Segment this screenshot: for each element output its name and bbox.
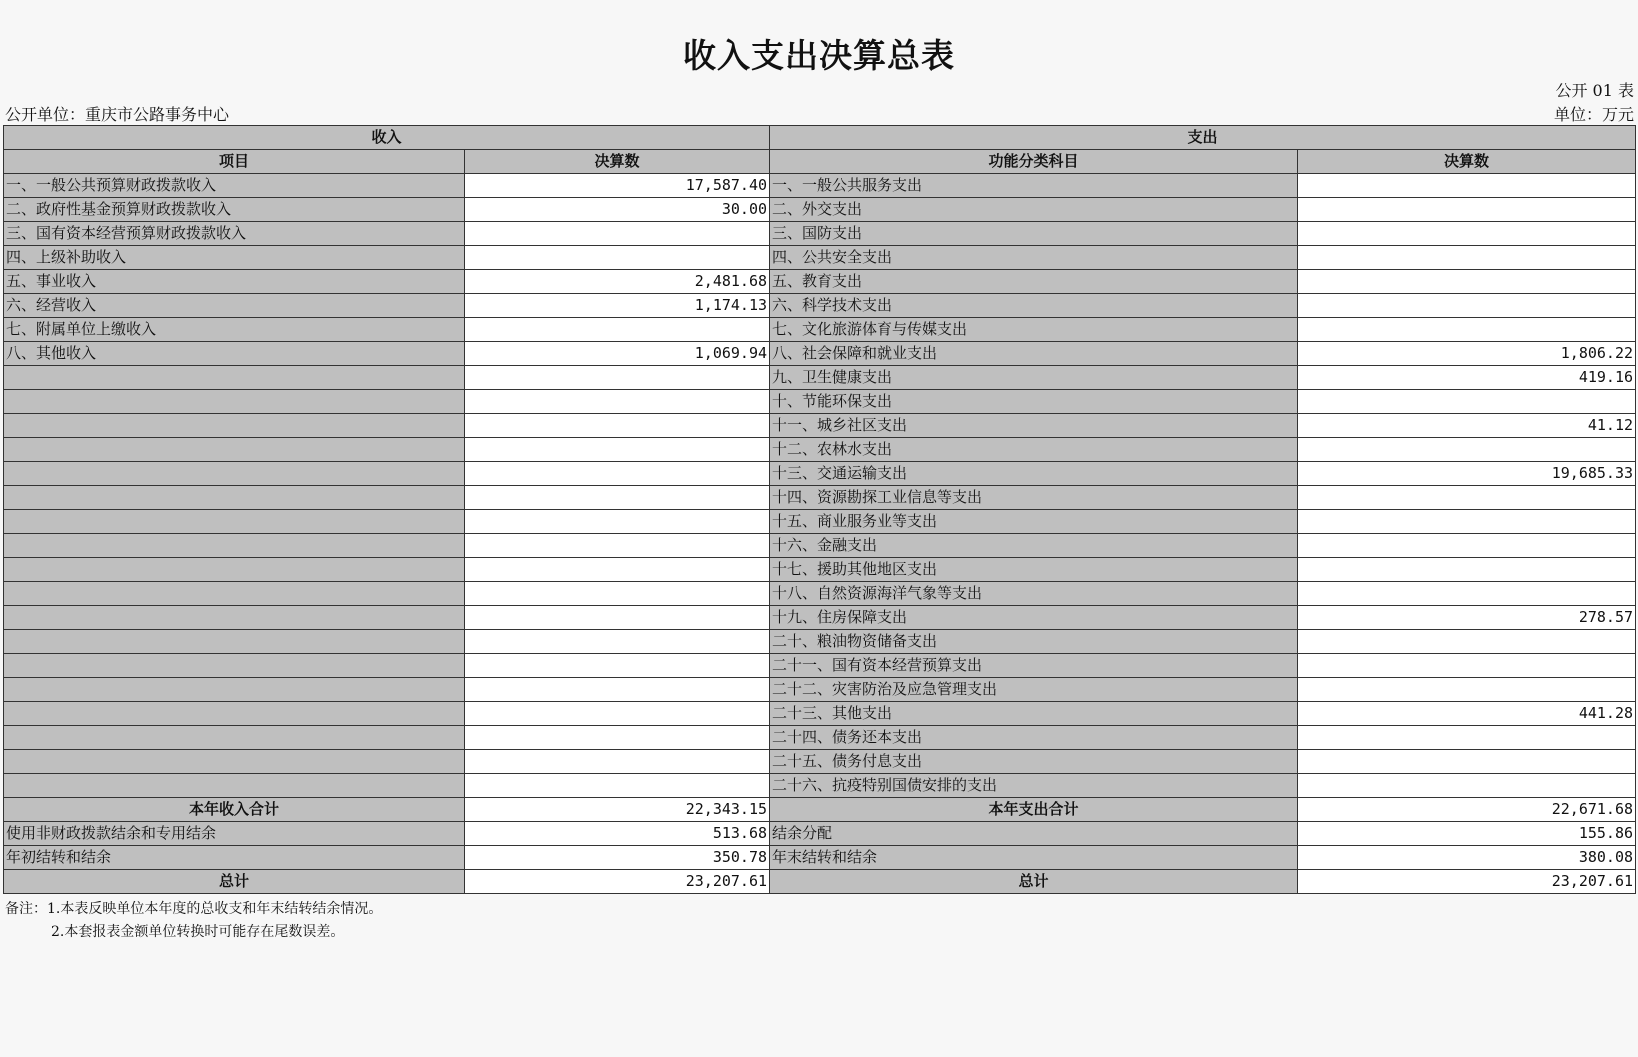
income-item-cell: 三、国有资本经营预算财政拨款收入 — [4, 222, 465, 246]
table-row — [4, 294, 1636, 318]
income-item-cell: 使用非财政拨款结余和专用结余 — [4, 822, 465, 846]
table-row — [4, 246, 1636, 270]
income-amount-cell: 17,587.40 — [465, 174, 770, 198]
expense-item-cell: 一、一般公共服务支出 — [770, 174, 1298, 198]
expense-amount-cell: 441.28 — [1298, 702, 1636, 726]
income-amount-cell — [465, 678, 770, 702]
expense-amount-cell — [1298, 390, 1636, 414]
expense-amount-cell — [1298, 558, 1636, 582]
income-amount-cell — [465, 534, 770, 558]
income-amount-column-header: 决算数 — [465, 150, 770, 174]
expense-item-cell: 二、外交支出 — [770, 198, 1298, 222]
expense-item-cell: 二十二、灾害防治及应急管理支出 — [770, 678, 1298, 702]
expense-item-cell: 十三、交通运输支出 — [770, 462, 1298, 486]
income-amount-cell — [465, 582, 770, 606]
income-amount-cell — [465, 462, 770, 486]
income-item-cell: 四、上级补助收入 — [4, 246, 465, 270]
income-item-cell — [4, 486, 465, 510]
expense-amount-cell — [1298, 198, 1636, 222]
expense-amount-cell: 419.16 — [1298, 366, 1636, 390]
expense-amount-cell — [1298, 726, 1636, 750]
income-item-cell: 二、政府性基金预算财政拨款收入 — [4, 198, 465, 222]
table-row — [4, 630, 1636, 654]
income-item-cell — [4, 726, 465, 750]
income-item-cell — [4, 510, 465, 534]
expense-amount-cell — [1298, 318, 1636, 342]
table-row — [4, 462, 1636, 486]
expense-item-cell: 二十、粮油物资储备支出 — [770, 630, 1298, 654]
grand-expense-total-amount: 23,207.61 — [1298, 870, 1636, 894]
income-item-cell: 八、其他收入 — [4, 342, 465, 366]
income-item-cell — [4, 438, 465, 462]
column-header-row — [4, 150, 1636, 174]
table-row — [4, 486, 1636, 510]
income-amount-cell — [465, 702, 770, 726]
table-row — [4, 726, 1636, 750]
table-row — [4, 390, 1636, 414]
expense-item-cell: 十四、资源勘探工业信息等支出 — [770, 486, 1298, 510]
table-row — [4, 534, 1636, 558]
expense-amount-cell — [1298, 294, 1636, 318]
reporting-unit: 公开单位：重庆市公路事务中心 — [5, 105, 230, 124]
expense-item-cell: 三、国防支出 — [770, 222, 1298, 246]
income-item-cell — [4, 678, 465, 702]
income-item-cell — [4, 534, 465, 558]
expense-amount-cell: 155.86 — [1298, 822, 1636, 846]
income-item-cell — [4, 606, 465, 630]
expense-amount-cell — [1298, 678, 1636, 702]
table-row — [4, 366, 1636, 390]
expense-item-cell: 十八、自然资源海洋气象等支出 — [770, 582, 1298, 606]
income-amount-cell — [465, 726, 770, 750]
table-row — [4, 342, 1636, 366]
expense-amount-column-header: 决算数 — [1298, 150, 1636, 174]
grand-income-total-amount: 23,207.61 — [465, 870, 770, 894]
table-row — [4, 558, 1636, 582]
income-amount-cell — [465, 222, 770, 246]
income-item-cell — [4, 750, 465, 774]
grand-income-total-label: 总计 — [4, 870, 465, 894]
grand-total-row — [4, 870, 1636, 894]
income-item-cell — [4, 390, 465, 414]
expense-amount-cell — [1298, 438, 1636, 462]
table-row — [4, 774, 1636, 798]
income-expense-table — [3, 125, 1636, 894]
income-amount-cell — [465, 510, 770, 534]
table-row — [4, 702, 1636, 726]
grand-expense-total-label: 总计 — [770, 870, 1298, 894]
expense-item-cell: 十九、住房保障支出 — [770, 606, 1298, 630]
expense-item-cell: 六、科学技术支出 — [770, 294, 1298, 318]
income-amount-cell — [465, 630, 770, 654]
income-amount-cell — [465, 750, 770, 774]
expense-amount-cell — [1298, 582, 1636, 606]
note-2: 2.本套报表金额单位转换时可能存在尾数误差。 — [51, 924, 345, 940]
table-number: 公开 01 表 — [1555, 81, 1634, 100]
expense-amount-cell — [1298, 510, 1636, 534]
notes — [5, 898, 382, 944]
table-row — [4, 582, 1636, 606]
expense-item-cell: 二十五、债务付息支出 — [770, 750, 1298, 774]
expense-item-cell: 十六、金融支出 — [770, 534, 1298, 558]
income-item-cell — [4, 630, 465, 654]
table-row — [4, 822, 1636, 846]
income-amount-cell — [465, 246, 770, 270]
income-item-cell: 七、附属单位上缴收入 — [4, 318, 465, 342]
income-amount-cell: 350.78 — [465, 846, 770, 870]
income-item-cell — [4, 774, 465, 798]
income-amount-cell — [465, 558, 770, 582]
income-item-cell: 六、经营收入 — [4, 294, 465, 318]
table-row — [4, 222, 1636, 246]
year-expense-total-label: 本年支出合计 — [770, 798, 1298, 822]
expense-amount-cell — [1298, 750, 1636, 774]
expense-amount-cell — [1298, 534, 1636, 558]
currency-unit: 单位：万元 — [1553, 105, 1634, 124]
expense-amount-cell: 19,685.33 — [1298, 462, 1636, 486]
expense-item-cell: 十七、援助其他地区支出 — [770, 558, 1298, 582]
income-section-header: 收入 — [4, 126, 770, 150]
expense-item-cell: 十二、农林水支出 — [770, 438, 1298, 462]
expense-item-cell: 十五、商业服务业等支出 — [770, 510, 1298, 534]
section-header-row — [4, 126, 1636, 150]
expense-amount-cell — [1298, 654, 1636, 678]
income-amount-cell — [465, 366, 770, 390]
year-income-total-label: 本年收入合计 — [4, 798, 465, 822]
table-row — [4, 174, 1636, 198]
income-amount-cell — [465, 414, 770, 438]
expense-amount-cell: 380.08 — [1298, 846, 1636, 870]
income-amount-cell — [465, 774, 770, 798]
year-income-total-amount: 22,343.15 — [465, 798, 770, 822]
expense-item-cell: 十、节能环保支出 — [770, 390, 1298, 414]
income-item-cell: 五、事业收入 — [4, 270, 465, 294]
note-1: 备注：1.本表反映单位本年度的总收支和年末结转结余情况。 — [5, 901, 383, 917]
expense-item-cell: 二十一、国有资本经营预算支出 — [770, 654, 1298, 678]
table-row — [4, 438, 1636, 462]
expense-amount-cell — [1298, 174, 1636, 198]
table-row — [4, 414, 1636, 438]
income-amount-cell — [465, 438, 770, 462]
expense-amount-cell: 278.57 — [1298, 606, 1636, 630]
expense-item-cell: 结余分配 — [770, 822, 1298, 846]
income-item-cell — [4, 582, 465, 606]
expense-amount-cell — [1298, 774, 1636, 798]
table-row — [4, 654, 1636, 678]
income-amount-cell — [465, 606, 770, 630]
expense-item-cell: 九、卫生健康支出 — [770, 366, 1298, 390]
function-category-column-header: 功能分类科目 — [770, 150, 1298, 174]
table-row — [4, 846, 1636, 870]
income-amount-cell — [465, 654, 770, 678]
income-item-cell — [4, 366, 465, 390]
income-item-cell — [4, 414, 465, 438]
income-item-cell: 年初结转和结余 — [4, 846, 465, 870]
expense-item-cell: 年末结转和结余 — [770, 846, 1298, 870]
income-item-cell — [4, 462, 465, 486]
page-title: 收入支出决算总表 — [683, 36, 955, 75]
expense-amount-cell: 41.12 — [1298, 414, 1636, 438]
table-row — [4, 270, 1636, 294]
year-expense-total-amount: 22,671.68 — [1298, 798, 1636, 822]
expense-item-cell: 二十六、抗疫特别国债安排的支出 — [770, 774, 1298, 798]
expense-item-cell: 五、教育支出 — [770, 270, 1298, 294]
income-amount-cell — [465, 390, 770, 414]
table-row — [4, 606, 1636, 630]
income-amount-cell — [465, 318, 770, 342]
expense-item-cell: 二十三、其他支出 — [770, 702, 1298, 726]
table-row — [4, 678, 1636, 702]
income-item-cell: 一、一般公共预算财政拨款收入 — [4, 174, 465, 198]
expense-item-cell: 八、社会保障和就业支出 — [770, 342, 1298, 366]
year-total-row — [4, 798, 1636, 822]
expense-item-cell: 七、文化旅游体育与传媒支出 — [770, 318, 1298, 342]
expense-item-cell: 二十四、债务还本支出 — [770, 726, 1298, 750]
table-row — [4, 198, 1636, 222]
income-amount-cell: 513.68 — [465, 822, 770, 846]
expense-amount-cell — [1298, 270, 1636, 294]
table-row — [4, 750, 1636, 774]
income-amount-cell: 2,481.68 — [465, 270, 770, 294]
income-amount-cell: 1,069.94 — [465, 342, 770, 366]
income-item-cell — [4, 654, 465, 678]
income-amount-cell: 1,174.13 — [465, 294, 770, 318]
expense-item-cell: 四、公共安全支出 — [770, 246, 1298, 270]
expense-amount-cell: 1,806.22 — [1298, 342, 1636, 366]
income-item-cell — [4, 702, 465, 726]
table-row — [4, 318, 1636, 342]
expense-item-cell: 十一、城乡社区支出 — [770, 414, 1298, 438]
table-row — [4, 510, 1636, 534]
income-item-cell — [4, 558, 465, 582]
expense-section-header: 支出 — [770, 126, 1636, 150]
income-amount-cell — [465, 486, 770, 510]
expense-amount-cell — [1298, 222, 1636, 246]
income-amount-cell: 30.00 — [465, 198, 770, 222]
expense-amount-cell — [1298, 246, 1636, 270]
expense-amount-cell — [1298, 630, 1636, 654]
expense-amount-cell — [1298, 486, 1636, 510]
item-column-header: 项目 — [4, 150, 465, 174]
